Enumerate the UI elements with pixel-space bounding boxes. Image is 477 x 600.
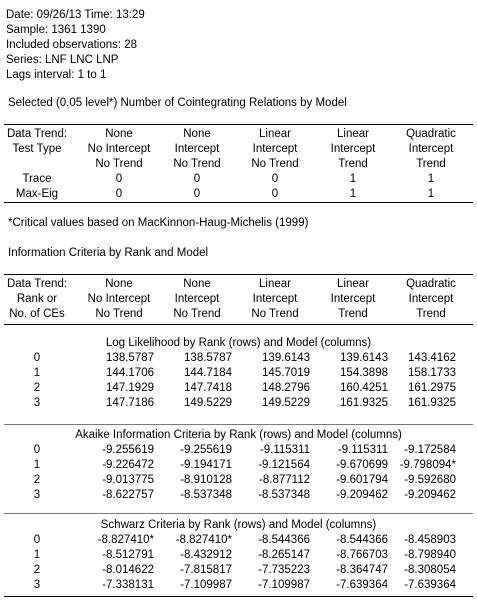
table-cell: 144.1706 xyxy=(106,367,154,379)
table-cell: 0 xyxy=(33,352,41,364)
table-cell: 3 xyxy=(33,579,41,591)
table-header-row xyxy=(0,157,477,172)
table-cell: Intercept xyxy=(408,293,454,305)
table-cell: Intercept xyxy=(174,293,220,305)
table-cell: -9.670699 xyxy=(336,459,388,471)
table-cell: None xyxy=(105,278,133,290)
sample-line: Sample: 1361 1390 xyxy=(6,24,106,36)
info-table-bottom-rule xyxy=(4,596,473,597)
table-cell: 0 xyxy=(271,173,279,185)
table-cell: Intercept xyxy=(174,143,220,155)
table-cell: No Trend xyxy=(251,158,299,170)
table-cell: 0 xyxy=(115,173,123,185)
table-cell: None xyxy=(183,278,211,290)
table-header-row xyxy=(0,142,477,157)
table-cell: 0 xyxy=(115,188,123,200)
table-cell: 1 xyxy=(33,549,41,561)
table-cell: Trend xyxy=(338,158,368,170)
table-cell: 2 xyxy=(33,474,41,486)
table-row xyxy=(0,351,477,366)
table-cell: 1 xyxy=(33,459,41,471)
lags-line: Lags interval: 1 to 1 xyxy=(6,69,107,81)
table-cell: No Trend xyxy=(251,308,299,320)
table-cell: 0 xyxy=(193,173,201,185)
table-cell: Data Trend: xyxy=(6,128,68,140)
table-cell: -9.194171 xyxy=(180,459,232,471)
table-cell: 139.6143 xyxy=(262,352,310,364)
table-cell: No Trend xyxy=(95,158,143,170)
table-header-row xyxy=(0,307,477,322)
table-cell: No Trend xyxy=(95,308,143,320)
table-cell: 143.4162 xyxy=(408,352,456,364)
table-cell: -8.265147 xyxy=(258,549,310,561)
table-cell: -9.172584 xyxy=(404,444,456,456)
table-cell: -7.815817 xyxy=(180,564,232,576)
table-cell: -9.226472 xyxy=(102,459,154,471)
table-cell: Quadratic xyxy=(406,278,456,290)
table-cell: -9.255619 xyxy=(180,444,232,456)
table-cell: -8.622757 xyxy=(102,489,154,501)
table-cell: -9.013775 xyxy=(102,474,154,486)
table-header-row xyxy=(0,277,477,292)
selected-table-bottom-rule xyxy=(4,202,473,203)
table-cell: -7.338131 xyxy=(102,579,154,591)
table-cell: -7.639364 xyxy=(336,579,388,591)
table-cell: 0 xyxy=(271,188,279,200)
table-cell: 138.5787 xyxy=(184,352,232,364)
table-row xyxy=(0,548,477,563)
table-cell: 154.3898 xyxy=(340,367,388,379)
table-cell: 3 xyxy=(33,397,41,409)
table-cell: Trend xyxy=(416,158,446,170)
table-cell: Trend xyxy=(338,308,368,320)
table-cell: Linear xyxy=(259,128,291,140)
table-cell: 1 xyxy=(349,173,357,185)
table-cell: -7.735223 xyxy=(258,564,310,576)
table-cell: Rank or xyxy=(16,293,58,305)
table-cell: Linear xyxy=(337,278,369,290)
info-table-top-rule xyxy=(4,274,473,275)
table-row xyxy=(0,533,477,548)
table-cell: -9.798094* xyxy=(399,459,456,471)
table-cell: -9.115311 xyxy=(337,444,388,456)
table-row xyxy=(0,443,477,458)
table-cell: -8.544366 xyxy=(258,534,310,546)
table-cell: -8.827410* xyxy=(175,534,232,546)
table-cell: 161.2975 xyxy=(408,382,456,394)
table-cell: 160.4251 xyxy=(340,382,388,394)
table-row xyxy=(0,381,477,396)
table-cell: 138.5787 xyxy=(106,352,154,364)
table-cell: -8.458903 xyxy=(404,534,456,546)
table-cell: 144.7184 xyxy=(184,367,232,379)
table-cell: Intercept xyxy=(252,143,298,155)
table-cell: No Trend xyxy=(173,158,221,170)
table-cell: 149.5229 xyxy=(262,397,310,409)
table-cell: -8.766703 xyxy=(336,549,388,561)
table-cell: 145.7019 xyxy=(262,367,310,379)
selected-table-top-rule xyxy=(4,124,473,125)
section-title: Log Likelihood by Rank (rows) and Model (columns) xyxy=(105,337,372,349)
table-row xyxy=(0,488,477,503)
section-title: Akaike Information Criteria by Rank (rows) and Model (columns) xyxy=(75,429,402,441)
table-cell: 148.2796 xyxy=(262,382,310,394)
table-cell: Max-Eig xyxy=(15,188,59,200)
table-row xyxy=(0,366,477,381)
table-cell: -8.798940 xyxy=(404,549,456,561)
series-line: Series: LNF LNC LNP xyxy=(6,54,119,66)
table-cell: Linear xyxy=(259,278,291,290)
selected-table-title: Selected (0.05 level*) Number of Cointegrating Relations by Model xyxy=(8,97,347,109)
table-cell: Trace xyxy=(22,173,52,185)
table-cell: Linear xyxy=(337,128,369,140)
table-cell: 0 xyxy=(33,534,41,546)
table-cell: 147.1929 xyxy=(106,382,154,394)
table-cell: 3 xyxy=(33,489,41,501)
table-row xyxy=(0,563,477,578)
table-cell: -9.115311 xyxy=(259,444,310,456)
section-divider xyxy=(4,424,473,425)
table-cell: -8.308054 xyxy=(404,564,456,576)
table-row xyxy=(0,473,477,488)
table-cell: -8.364747 xyxy=(336,564,388,576)
info-table-header-rule xyxy=(4,324,473,325)
critical-values-footnote: *Critical values based on MacKinnon-Haug-Michelis (1999) xyxy=(8,217,309,229)
table-cell: -8.537348 xyxy=(180,489,232,501)
table-cell: Test Type xyxy=(12,143,62,155)
table-row xyxy=(0,396,477,411)
table-cell: 2 xyxy=(33,564,41,576)
table-cell: -8.537348 xyxy=(258,489,310,501)
table-cell: -8.910128 xyxy=(180,474,232,486)
table-cell: -8.014622 xyxy=(102,564,154,576)
table-cell: 1 xyxy=(427,173,435,185)
table-cell: No Intercept xyxy=(87,143,151,155)
info-criteria-title: Information Criteria by Rank and Model xyxy=(8,247,209,259)
table-cell: -9.209462 xyxy=(404,489,456,501)
table-cell: -9.592680 xyxy=(404,474,456,486)
table-cell: -8.827410* xyxy=(97,534,154,546)
table-cell: 149.5229 xyxy=(184,397,232,409)
table-cell: Trend xyxy=(416,308,446,320)
table-cell: Quadratic xyxy=(406,128,456,140)
table-cell: -8.877112 xyxy=(259,474,310,486)
table-cell: No Trend xyxy=(173,308,221,320)
table-cell: Data Trend: xyxy=(6,278,68,290)
table-cell: -7.109987 xyxy=(180,579,232,591)
table-cell: -9.121564 xyxy=(258,459,310,471)
table-cell: Intercept xyxy=(252,293,298,305)
estimation-header xyxy=(6,8,145,83)
table-cell: 161.9325 xyxy=(340,397,388,409)
table-row xyxy=(0,187,477,202)
section-divider xyxy=(4,513,473,514)
table-cell: 2 xyxy=(33,382,41,394)
table-cell: 147.7418 xyxy=(184,382,232,394)
table-cell: None xyxy=(183,128,211,140)
table-cell: -7.109987 xyxy=(258,579,310,591)
table-cell: -8.512791 xyxy=(102,549,154,561)
table-row xyxy=(0,172,477,187)
table-cell: -9.255619 xyxy=(102,444,154,456)
table-header-row xyxy=(0,127,477,142)
table-cell: -9.601794 xyxy=(336,474,388,486)
table-cell: 0 xyxy=(33,444,41,456)
table-cell: -8.432912 xyxy=(180,549,232,561)
table-cell: 0 xyxy=(193,188,201,200)
table-cell: Intercept xyxy=(330,293,376,305)
table-cell: No. of CEs xyxy=(9,308,65,320)
table-cell: 147.7186 xyxy=(106,397,154,409)
section-title: Schwarz Criteria by Rank (rows) and Model (columns) xyxy=(100,519,377,531)
table-cell: 1 xyxy=(427,188,435,200)
table-cell: -9.209462 xyxy=(336,489,388,501)
table-header-row xyxy=(0,292,477,307)
table-cell: 158.1733 xyxy=(408,367,456,379)
table-cell: -7.639364 xyxy=(404,579,456,591)
date-time-line: Date: 09/26/13 Time: 13:29 xyxy=(6,9,145,21)
table-cell: 161.9325 xyxy=(408,397,456,409)
table-cell: No Intercept xyxy=(87,293,151,305)
table-cell: Intercept xyxy=(408,143,454,155)
table-cell: 1 xyxy=(33,367,41,379)
observations-line: Included observations: 28 xyxy=(6,39,138,51)
table-cell: -8.544366 xyxy=(336,534,388,546)
table-row xyxy=(0,578,477,593)
table-cell: Intercept xyxy=(330,143,376,155)
table-row xyxy=(0,458,477,473)
table-cell: 139.6143 xyxy=(340,352,388,364)
table-cell: 1 xyxy=(349,188,357,200)
table-cell: None xyxy=(105,128,133,140)
